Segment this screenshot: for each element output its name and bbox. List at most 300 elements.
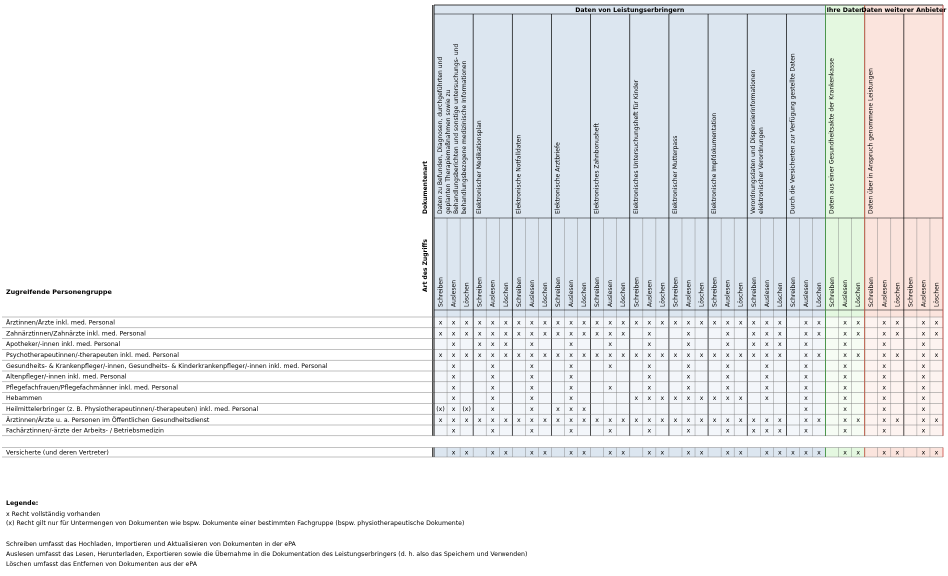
access-type-label: Schreiben (711, 277, 719, 307)
access-mark: x (490, 395, 495, 403)
access-mark: x (477, 416, 482, 424)
access-mark: x (738, 395, 743, 403)
access-mark: x (804, 362, 808, 370)
access-mark: x (634, 416, 639, 424)
access-type-label: Schreiben (750, 277, 758, 307)
access-type-label: Auslesen (724, 279, 732, 307)
access-mark: x (451, 449, 456, 457)
access-mark: x (608, 416, 613, 424)
access-mark: x (751, 319, 756, 327)
doc-type-label: Elektronischer Mutterpass (671, 135, 679, 214)
access-mark: x (477, 330, 482, 338)
access-mark: x (699, 319, 704, 327)
access-mark: x (451, 395, 456, 403)
access-mark: x (490, 406, 495, 413)
access-mark: x (621, 352, 626, 359)
access-mark: x (817, 352, 821, 359)
access-mark: x (856, 330, 861, 338)
access-mark: x (673, 395, 678, 403)
access-mark: x (764, 341, 769, 349)
access-mark: x (843, 330, 847, 338)
access-mark: x (778, 352, 782, 359)
access-mark: x (673, 319, 678, 327)
access-mark: x (438, 352, 443, 359)
access-type-label: Schreiben (789, 277, 797, 307)
access-mark: x (725, 449, 730, 457)
access-mark: x (764, 352, 769, 359)
access-mark: x (778, 416, 782, 424)
access-mark: x (647, 341, 652, 349)
access-mark: x (647, 416, 652, 424)
access-mark: x (882, 373, 887, 381)
access-mark: x (882, 406, 887, 413)
access-type-header: Art des Zugriffs (422, 239, 429, 292)
access-mark: x (686, 373, 691, 381)
access-mark: x (608, 352, 613, 359)
access-mark: x (921, 395, 926, 403)
access-mark: x (725, 395, 730, 403)
access-mark: x (647, 384, 652, 392)
group-column-header: Zugreifende Personengruppe (6, 288, 112, 296)
access-mark: x (921, 427, 926, 435)
access-mark: x (503, 449, 508, 457)
doc-type-label: Behandlungsberichten und sonstige untersuchungs- und (453, 43, 460, 214)
access-type-label: Löschen (776, 282, 784, 307)
access-mark: x (490, 384, 495, 392)
access-mark: x (686, 352, 691, 359)
access-mark: x (712, 352, 717, 359)
access-mark: x (451, 384, 456, 392)
access-mark: x (725, 416, 730, 424)
access-mark: x (738, 319, 743, 327)
access-mark: x (543, 416, 547, 424)
access-mark: x (934, 449, 939, 457)
access-mark: x (764, 449, 769, 457)
access-mark: x (791, 449, 795, 457)
access-mark: x (543, 352, 547, 359)
access-mark: x (647, 352, 652, 359)
access-type-label: Löschen (737, 282, 745, 307)
access-mark: x (804, 416, 808, 424)
access-mark: x (490, 362, 495, 370)
access-mark: x (804, 384, 808, 392)
access-mark: x (817, 449, 821, 457)
access-type-label: Löschen (620, 282, 628, 307)
super-group-label: Daten weiterer Anbieter (861, 7, 947, 14)
access-mark: x (608, 449, 613, 457)
access-mark: x (451, 373, 456, 381)
access-mark: x (843, 341, 847, 349)
access-mark: x (686, 449, 691, 457)
access-mark: x (856, 416, 861, 424)
doc-type-label: Daten aus einer Gesundheitsakte der Krankenkasse (828, 58, 836, 214)
access-mark: x (464, 449, 469, 457)
access-mark: x (804, 319, 808, 327)
access-type-label: Löschen (581, 282, 589, 307)
access-mark: x (464, 319, 469, 327)
access-mark: x (582, 319, 586, 327)
access-mark: x (634, 319, 639, 327)
access-mark: x (621, 319, 626, 327)
access-mark: x (464, 416, 469, 424)
access-mark: x (516, 352, 521, 359)
access-mark: x (451, 341, 456, 349)
access-mark: x (647, 449, 652, 457)
access-mark: x (608, 362, 613, 370)
access-mark: x (582, 352, 586, 359)
access-mark: x (530, 341, 534, 349)
access-type-label: Auslesen (528, 279, 536, 307)
access-mark: x (712, 319, 717, 327)
row-label: Pflegefachfrauen/Pflegefachmänner inkl. med. Personal (6, 384, 179, 392)
access-type-label: Schreiben (672, 277, 680, 307)
doc-type-label: Elektronisches Untersuchungsheft für Kinder (632, 79, 640, 214)
legend-explanation-delete: Löschen umfasst das Entfernen von Dokumenten aus der ePA (6, 561, 197, 568)
access-mark: x (530, 395, 534, 403)
access-mark: x (451, 416, 456, 424)
access-mark: x (738, 352, 743, 359)
access-mark: x (921, 319, 926, 327)
access-mark: x (595, 319, 599, 327)
access-mark: x (569, 406, 573, 413)
access-mark: x (569, 352, 573, 359)
access-mark: x (895, 449, 900, 457)
access-mark: x (843, 319, 847, 327)
access-type-label: Schreiben (829, 277, 837, 307)
access-mark: (x) (462, 406, 471, 413)
access-mark: x (516, 330, 521, 338)
access-mark: x (530, 449, 534, 457)
access-type-label: Schreiben (554, 277, 562, 307)
row-label: Hebammen (6, 395, 42, 403)
access-mark: x (738, 449, 743, 457)
access-mark: x (751, 416, 756, 424)
access-mark: x (490, 352, 495, 359)
row-label: Ärztinnen/Ärzte u. a. Personen im Öffentlichen Gesundheitsdienst (6, 416, 210, 424)
access-mark: x (882, 330, 887, 338)
access-mark: x (530, 384, 534, 392)
access-mark: x (451, 362, 456, 370)
access-mark: x (595, 330, 599, 338)
access-mark: x (451, 319, 456, 327)
access-mark: x (843, 384, 847, 392)
access-mark: x (438, 319, 443, 327)
access-mark: x (569, 384, 573, 392)
access-mark: x (764, 319, 769, 327)
access-mark: x (582, 416, 586, 424)
access-mark: x (490, 330, 495, 338)
access-mark: x (556, 330, 560, 338)
access-mark: x (712, 416, 717, 424)
access-type-label: Schreiben (594, 277, 602, 307)
access-mark: x (882, 449, 887, 457)
doc-type-label: Durch die Versicherten zur Verfügung gestellte Daten (789, 53, 797, 214)
access-mark: x (764, 416, 769, 424)
doc-type-label: geplanten Therapiemaßnahmen sowie zu (445, 89, 452, 214)
access-mark: x (921, 352, 926, 359)
access-mark: x (725, 384, 730, 392)
access-mark: x (647, 330, 652, 338)
access-mark: x (934, 352, 939, 359)
access-type-label: Löschen (502, 282, 510, 307)
access-mark: x (582, 330, 586, 338)
access-mark: x (686, 341, 691, 349)
access-mark: x (921, 341, 926, 349)
doc-type-label: Daten über in Anspruch genommene Leistungen (867, 68, 875, 214)
access-mark: x (843, 406, 847, 413)
access-mark: x (530, 427, 534, 435)
access-mark: x (660, 416, 665, 424)
access-mark: x (725, 373, 730, 381)
access-mark: x (490, 373, 495, 381)
doc-type-label: behandlungsbezogene medizinische Informationen (461, 60, 468, 214)
access-mark: x (556, 352, 560, 359)
access-mark: x (699, 416, 704, 424)
access-mark: x (804, 395, 808, 403)
access-mark: x (608, 384, 613, 392)
row-label: Heilmittelerbringer (z. B. Physiotherapeutinnen/-therapeuten) inkl. med. Personal (6, 406, 259, 413)
access-mark: x (804, 352, 808, 359)
doc-type-label: Verordnungsdaten und Dispensierinformationen (750, 69, 758, 214)
access-mark: x (686, 330, 691, 338)
access-mark: x (882, 395, 887, 403)
access-type-label: Auslesen (607, 279, 615, 307)
access-mark: x (647, 395, 652, 403)
row-label: Fachärztinnen/-ärzte der Arbeits- / Betriebsmedizin (6, 427, 164, 435)
access-mark: x (451, 352, 456, 359)
doc-type-label: Elektronische Arztbriefe (554, 142, 562, 214)
access-type-label: Löschen (541, 282, 549, 307)
access-mark: x (673, 416, 678, 424)
access-mark: x (934, 330, 939, 338)
access-mark: x (569, 341, 573, 349)
access-mark: x (503, 330, 508, 338)
access-mark: x (569, 395, 573, 403)
access-mark: x (764, 395, 769, 403)
access-mark: x (725, 319, 730, 327)
access-mark: x (817, 319, 821, 327)
access-mark: x (843, 352, 847, 359)
access-mark: x (725, 352, 730, 359)
access-type-label: Schreiben (515, 277, 523, 307)
access-mark: x (451, 427, 456, 435)
access-mark: x (686, 384, 691, 392)
access-type-label: Löschen (698, 282, 706, 307)
access-mark: x (530, 352, 534, 359)
access-mark: x (660, 395, 665, 403)
access-mark: x (647, 362, 652, 370)
access-mark: x (647, 319, 652, 327)
access-mark: x (699, 352, 704, 359)
access-mark: x (882, 416, 887, 424)
access-mark: x (621, 330, 626, 338)
access-mark: x (530, 362, 534, 370)
access-type-label: Schreiben (633, 277, 641, 307)
access-mark: x (804, 427, 808, 435)
row-label: Altenpfleger/-innen inkl. med. Personal (6, 373, 127, 381)
access-mark: x (699, 395, 704, 403)
access-mark: x (556, 319, 560, 327)
access-mark: x (843, 449, 847, 457)
access-mark: x (686, 416, 691, 424)
access-mark: x (804, 330, 808, 338)
access-type-label: Auslesen (489, 279, 497, 307)
access-mark: x (490, 427, 495, 435)
access-mark: x (556, 416, 560, 424)
access-type-label: Auslesen (763, 279, 771, 307)
row-label: Gesundheits- & Krankenpfleger/-innen, Gesundheits- & Kinderkrankenpfleger/-innen inkl. med. Personal (6, 362, 328, 370)
access-mark: x (804, 373, 808, 381)
access-mark: x (660, 319, 665, 327)
access-mark: x (621, 416, 626, 424)
access-type-label: Schreiben (476, 277, 484, 307)
access-mark: x (895, 416, 900, 424)
legend-item-full: x Recht vollständig vorhanden (6, 511, 101, 518)
access-mark: x (477, 341, 482, 349)
access-mark: x (817, 416, 821, 424)
access-mark: x (503, 416, 508, 424)
access-mark: x (582, 449, 586, 457)
access-mark: x (895, 330, 900, 338)
access-mark: x (856, 449, 861, 457)
access-mark: x (647, 427, 652, 435)
access-mark: x (804, 341, 808, 349)
access-mark: x (556, 406, 560, 413)
doc-type-label: Elektronischer Medikationsplan (476, 120, 484, 214)
access-mark: x (490, 416, 495, 424)
legend-title: Legende: (6, 500, 39, 507)
access-mark: x (569, 319, 573, 327)
access-type-label: Schreiben (907, 277, 915, 307)
access-mark: x (738, 416, 743, 424)
access-mark: x (921, 362, 926, 370)
super-group-label: Daten von Leistungserbringern (575, 7, 685, 14)
access-mark: x (764, 384, 769, 392)
access-mark: x (843, 373, 847, 381)
access-mark: x (490, 319, 495, 327)
access-mark: x (503, 319, 508, 327)
access-mark: x (778, 330, 782, 338)
access-mark: x (530, 373, 534, 381)
access-mark: x (569, 449, 573, 457)
access-mark: x (764, 427, 769, 435)
access-mark: x (595, 352, 599, 359)
access-mark: x (608, 427, 613, 435)
access-mark: x (843, 416, 847, 424)
access-mark: x (882, 319, 887, 327)
access-mark: x (569, 373, 573, 381)
row-label: Zahnärztinnen/Zahnärzte inkl. med. Personal (6, 330, 146, 338)
access-mark: x (725, 362, 730, 370)
access-type-label: Schreiben (868, 277, 876, 307)
access-type-label: Auslesen (450, 279, 458, 307)
doc-type-label: elektronischer Verordnungen (758, 127, 766, 214)
access-mark: x (516, 319, 521, 327)
access-mark: x (921, 449, 926, 457)
access-mark: x (503, 352, 508, 359)
access-mark: x (569, 416, 573, 424)
access-mark: x (764, 330, 769, 338)
access-mark: x (530, 319, 534, 327)
access-mark: x (451, 406, 456, 413)
doc-type-label: Elektronisches Zahnbonusheft (593, 123, 601, 214)
access-type-label: Auslesen (881, 279, 889, 307)
access-mark: x (764, 373, 769, 381)
access-mark: x (882, 352, 887, 359)
access-mark: x (582, 406, 586, 413)
super-group-label: Ihre Daten (826, 7, 864, 14)
access-mark: x (778, 341, 782, 349)
access-mark: x (464, 330, 469, 338)
access-mark: x (634, 352, 639, 359)
access-mark: x (751, 352, 756, 359)
legend-explanation-write: Schreiben umfasst das Hochladen, Importieren und Aktualisieren von Dokumenten in der ePA (6, 541, 296, 548)
legend-explanation-read: Auslesen umfasst das Lesen, Herunterladen, Exportieren sowie die Übernahme in die Dokumentation des Leistungserbringers (d. h. also das Speichern und Verwenden) (6, 551, 528, 558)
access-mark: x (686, 319, 691, 327)
access-mark: x (543, 319, 547, 327)
access-mark: x (843, 362, 847, 370)
row-label: Apotheker/-innen inkl. med. Personal (6, 341, 121, 349)
access-mark: x (660, 352, 665, 359)
access-type-label: Auslesen (568, 279, 576, 307)
doc-type-label: Daten zu Befunden, Diagnosen, durchgeführten und (437, 56, 444, 214)
access-type-label: Löschen (463, 282, 471, 307)
access-type-label: Auslesen (685, 279, 693, 307)
access-mark: x (673, 352, 678, 359)
access-mark: x (843, 395, 847, 403)
access-mark: x (921, 406, 926, 413)
access-mark: x (843, 427, 847, 435)
access-mark: x (921, 416, 926, 424)
access-mark: x (530, 330, 534, 338)
access-type-label: Löschen (659, 282, 667, 307)
access-mark: x (882, 427, 887, 435)
access-mark: x (817, 330, 821, 338)
access-mark: x (438, 416, 443, 424)
access-mark: x (530, 416, 534, 424)
access-mark: x (438, 330, 443, 338)
access-type-label: Schreiben (437, 277, 445, 307)
access-mark: x (778, 427, 782, 435)
access-mark: x (647, 373, 652, 381)
access-type-label: Auslesen (802, 279, 810, 307)
access-mark: x (934, 416, 939, 424)
access-mark: x (725, 341, 730, 349)
access-mark: x (882, 384, 887, 392)
access-mark: x (778, 449, 782, 457)
access-type-label: Löschen (855, 282, 863, 307)
access-mark: x (856, 352, 861, 359)
access-mark: x (569, 330, 573, 338)
access-mark: x (882, 362, 887, 370)
access-mark: x (778, 319, 782, 327)
access-mark: x (751, 341, 756, 349)
access-mark: x (530, 406, 534, 413)
legend-item-partial: (x) Recht gilt nur für Untermengen von Dokumenten wie bspw. Dokumente einer bestimmten Fachgruppe (bspw. physiotherapeutische Dokumente) (6, 520, 465, 527)
access-mark: x (882, 341, 887, 349)
doc-type-label: Elektronische Impfdokumentation (711, 112, 719, 214)
access-mark: x (921, 384, 926, 392)
access-mark: x (921, 330, 926, 338)
access-mark: x (621, 449, 626, 457)
access-mark: (x) (436, 406, 445, 413)
access-mark: x (516, 416, 521, 424)
access-mark: x (804, 449, 808, 457)
access-type-label: Löschen (816, 282, 824, 307)
access-mark: x (725, 330, 730, 338)
row-label: Psychotherapeutinnen/-therapeuten inkl. med. Personal (6, 352, 179, 359)
doc-type-label: Elektronische Notfalldaten (515, 134, 523, 214)
